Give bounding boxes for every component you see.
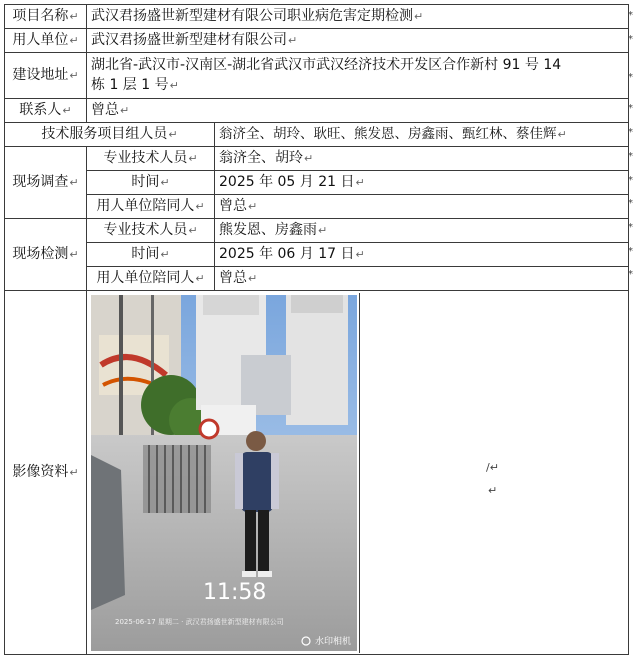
project-name-label: 项目名称↵: [5, 5, 87, 29]
testing-escort-label: 用人单位陪同人↵: [87, 267, 215, 291]
side-mark-1: /↵: [486, 460, 499, 474]
survey-label: 现场调查↵: [5, 147, 87, 219]
testing-label: 现场检测↵: [5, 219, 87, 291]
employer-label: 用人单位↵: [5, 29, 87, 53]
row-images: [5, 291, 629, 655]
row-testing-escort: [5, 267, 629, 291]
row-address: [5, 53, 629, 99]
silo-tower-right: [286, 295, 348, 425]
row-marker: *: [628, 151, 633, 162]
row-contact: [5, 99, 629, 123]
row-marker: *: [628, 269, 633, 280]
testing-escort-value: 曾总↵: [215, 267, 629, 291]
address-value: 湖北省-武汉市-汉南区-湖北省武汉市武汉经济技术开发区合作新村 91 号 14 栋 1 层 1 号↵: [87, 53, 629, 99]
row-marker: *: [628, 34, 633, 45]
address-label: 建设地址↵: [5, 53, 87, 99]
survey-tech-label: 专业技术人员↵: [87, 147, 215, 171]
survey-time-value: 2025 年 05 月 21 日↵: [215, 171, 629, 195]
row-marker: *: [628, 10, 633, 21]
photo-caption: 2025-06-17 星期二 · 武汉君扬盛世新型建材有限公司: [115, 617, 284, 626]
images-label: 影像资料↵: [5, 291, 87, 655]
inspection-record-form: [4, 4, 628, 655]
survey-time-label: 时间↵: [87, 171, 215, 195]
project-name-value: 武汉君扬盛世新型建材有限公司职业病危害定期检测↵: [87, 5, 629, 29]
row-team: [5, 123, 629, 147]
site-photo: [91, 295, 357, 651]
row-marker: *: [628, 103, 633, 114]
row-testing-time: [5, 243, 629, 267]
row-survey-escort: [5, 195, 629, 219]
row-marker: *: [628, 127, 633, 138]
team-label: 技术服务项目组人员↵: [5, 123, 215, 147]
photo-column: [87, 293, 360, 653]
testing-tech-value: 熊发恩、房鑫雨↵: [215, 219, 629, 243]
photo-time: 11:58: [203, 579, 267, 605]
fence-gate: [143, 445, 211, 513]
record-table: [4, 4, 629, 655]
row-marker: *: [628, 198, 633, 209]
speed-sign: [200, 420, 218, 438]
row-marker: *: [628, 246, 633, 257]
person: [246, 431, 266, 451]
address-line-2: 栋 1 层 1 号: [91, 77, 169, 93]
row-testing-tech: [5, 219, 629, 243]
images-cell: [87, 291, 629, 655]
row-marker: *: [628, 222, 633, 233]
row-marker: *: [628, 72, 633, 83]
site-photo-image: [91, 295, 357, 651]
address-line-1: 湖北省-武汉市-汉南区-湖北省武汉市武汉经济技术开发区合作新村 91 号 14: [91, 57, 562, 73]
survey-escort-value: 曾总↵: [215, 195, 629, 219]
row-employer: [5, 29, 629, 53]
row-marker: *: [628, 175, 633, 186]
survey-tech-value: 翁济全、胡玲↵: [215, 147, 629, 171]
parked-car: [91, 455, 125, 610]
row-project-name: [5, 5, 629, 29]
survey-escort-label: 用人单位陪同人↵: [87, 195, 215, 219]
testing-time-value: 2025 年 06 月 17 日↵: [215, 243, 629, 267]
side-mark-2: ↵: [488, 483, 498, 497]
notes-column: [360, 293, 628, 653]
row-survey-time: [5, 171, 629, 195]
contact-label: 联系人↵: [5, 99, 87, 123]
watermark-app: 水印相机: [315, 636, 352, 647]
testing-time-label: 时间↵: [87, 243, 215, 267]
employer-value: 武汉君扬盛世新型建材有限公司↵: [87, 29, 629, 53]
contact-value: 曾总↵: [87, 99, 629, 123]
testing-tech-label: 专业技术人员↵: [87, 219, 215, 243]
row-survey-tech: [5, 147, 629, 171]
team-value: 翁济全、胡玲、耿旺、熊发恩、房鑫雨、甄红林、蔡佳辉↵: [215, 123, 629, 147]
